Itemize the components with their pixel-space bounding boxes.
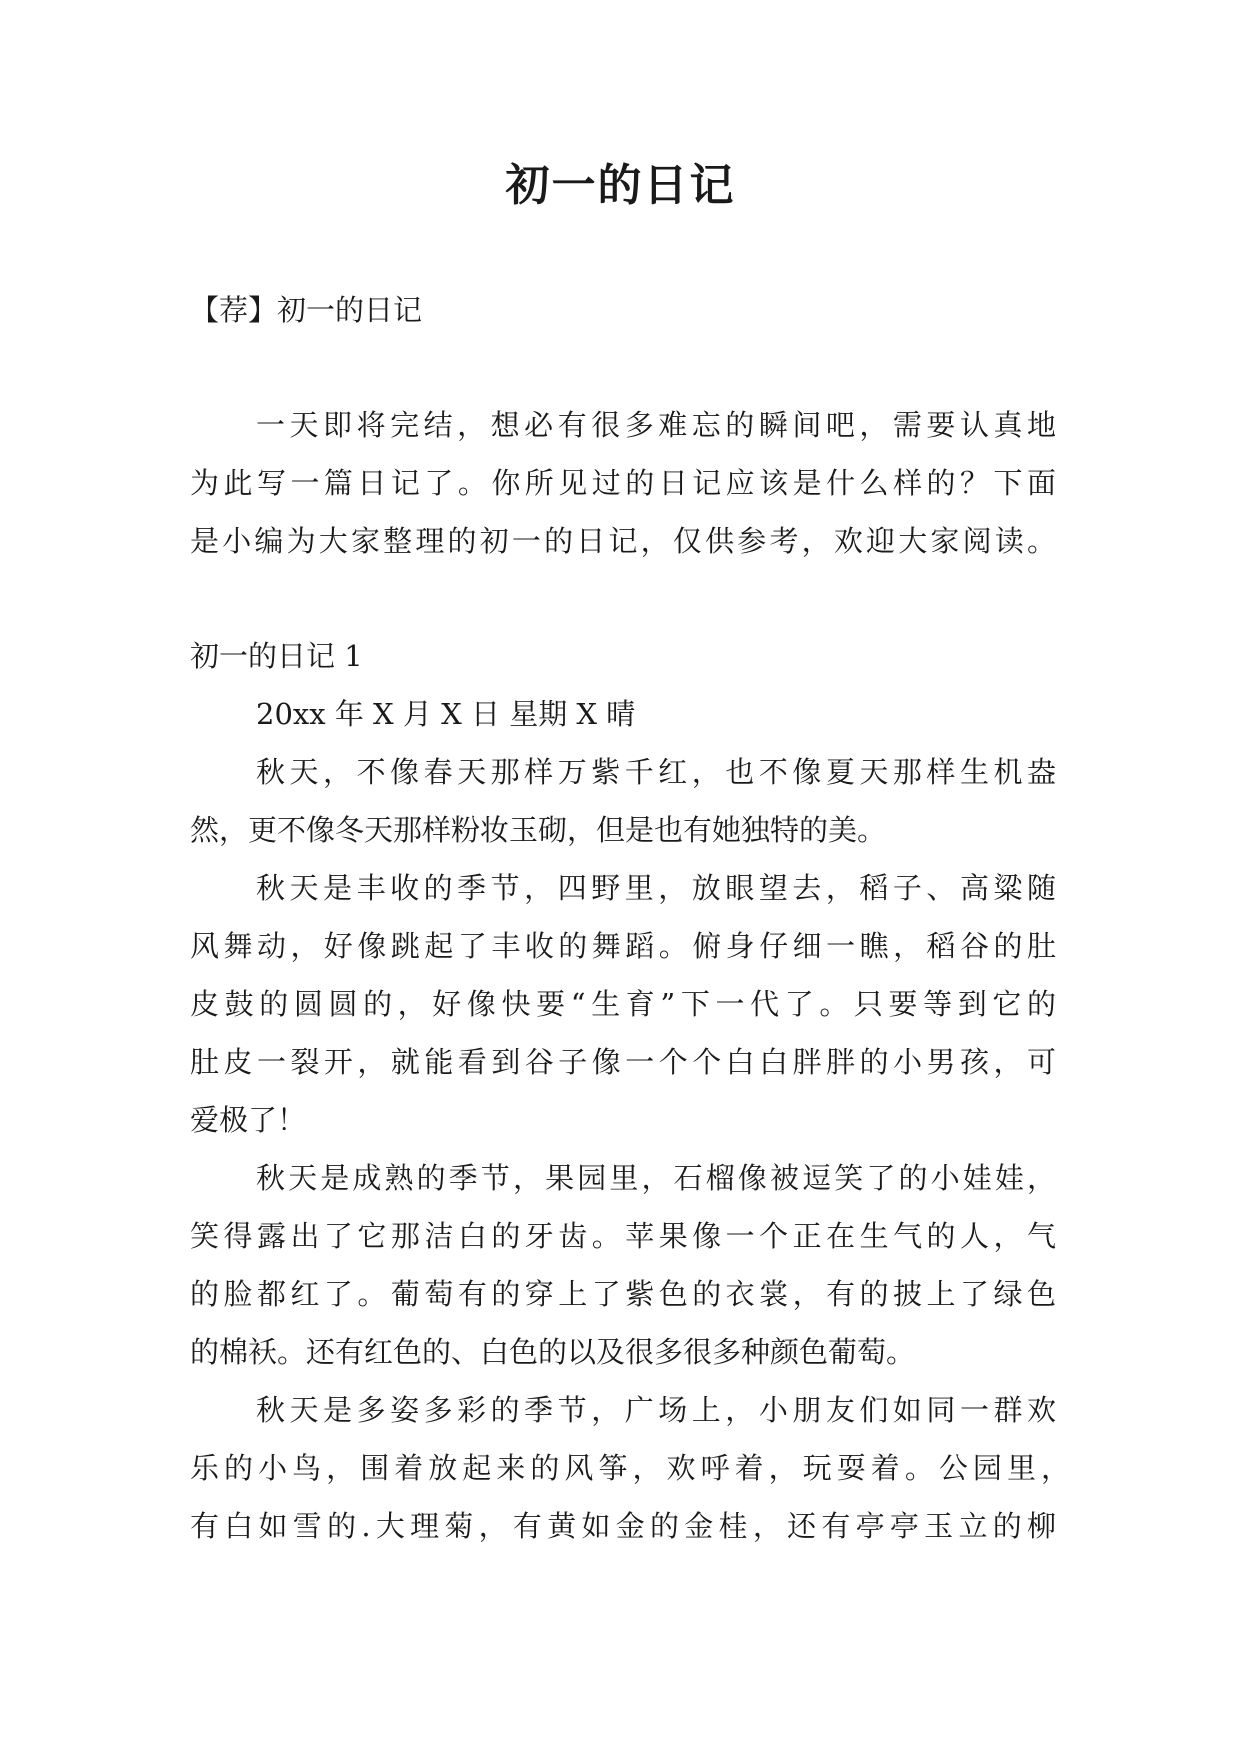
paragraph-line: 笑得露出了它那洁白的牙齿。苹果像一个正在生气的人，气 bbox=[190, 1219, 1056, 1253]
intro-line: 为此写一篇日记了。你所见过的日记应该是什么样的？下面 bbox=[190, 466, 1056, 500]
paragraph-line: 然，更不像冬天那样粉妆玉砌，但是也有她独特的美。 bbox=[190, 813, 887, 847]
paragraph-line: 的脸都红了。葡萄有的穿上了紫色的衣裳，有的披上了绿色 bbox=[190, 1277, 1056, 1311]
paragraph-line: 爱极了！ bbox=[190, 1103, 307, 1137]
paragraph-line: 秋天是丰收的季节，四野里，放眼望去，稻子、高粱随 bbox=[256, 871, 1056, 905]
paragraph-line: 乐的小鸟，围着放起来的风筝，欢呼着，玩耍着。公园里， bbox=[190, 1451, 1070, 1485]
paragraph-line: 肚皮一裂开，就能看到谷子像一个个白白胖胖的小男孩，可 bbox=[190, 1045, 1056, 1079]
entry-date: 20xx 年 X 月 X 日 星期 X 晴 bbox=[256, 697, 636, 731]
paragraph-line: 秋天，不像春天那样万紫千红，也不像夏天那样生机盎 bbox=[256, 755, 1056, 789]
paragraph-line: 的棉袄。还有红色的、白色的以及很多很多种颜色葡萄。 bbox=[190, 1335, 916, 1369]
paragraph-line: 秋天是成熟的季节，果园里，石榴像被逗笑了的小娃娃， bbox=[256, 1161, 1056, 1195]
entry-heading: 初一的日记 1 bbox=[190, 639, 363, 673]
intro-line: 一天即将完结，想必有很多难忘的瞬间吧，需要认真地 bbox=[256, 408, 1056, 442]
paragraph-line: 有白如雪的.大理菊，有黄如金的金桂，还有亭亭玉立的柳 bbox=[190, 1509, 1056, 1543]
recommend-heading: 【荐】初一的日记 bbox=[190, 293, 423, 327]
paragraph-line: 秋天是多姿多彩的季节，广场上，小朋友们如同一群欢 bbox=[256, 1393, 1056, 1427]
paragraph-line: 皮鼓的圆圆的，好像快要“生育”下一代了。只要等到它的 bbox=[190, 987, 1056, 1021]
document-title: 初一的日记 bbox=[505, 160, 736, 211]
paragraph-line: 风舞动，好像跳起了丰收的舞蹈。俯身仔细一瞧，稻谷的肚 bbox=[190, 929, 1056, 963]
intro-line: 是小编为大家整理的初一的日记，仅供参考，欢迎大家阅读。 bbox=[190, 524, 1056, 558]
